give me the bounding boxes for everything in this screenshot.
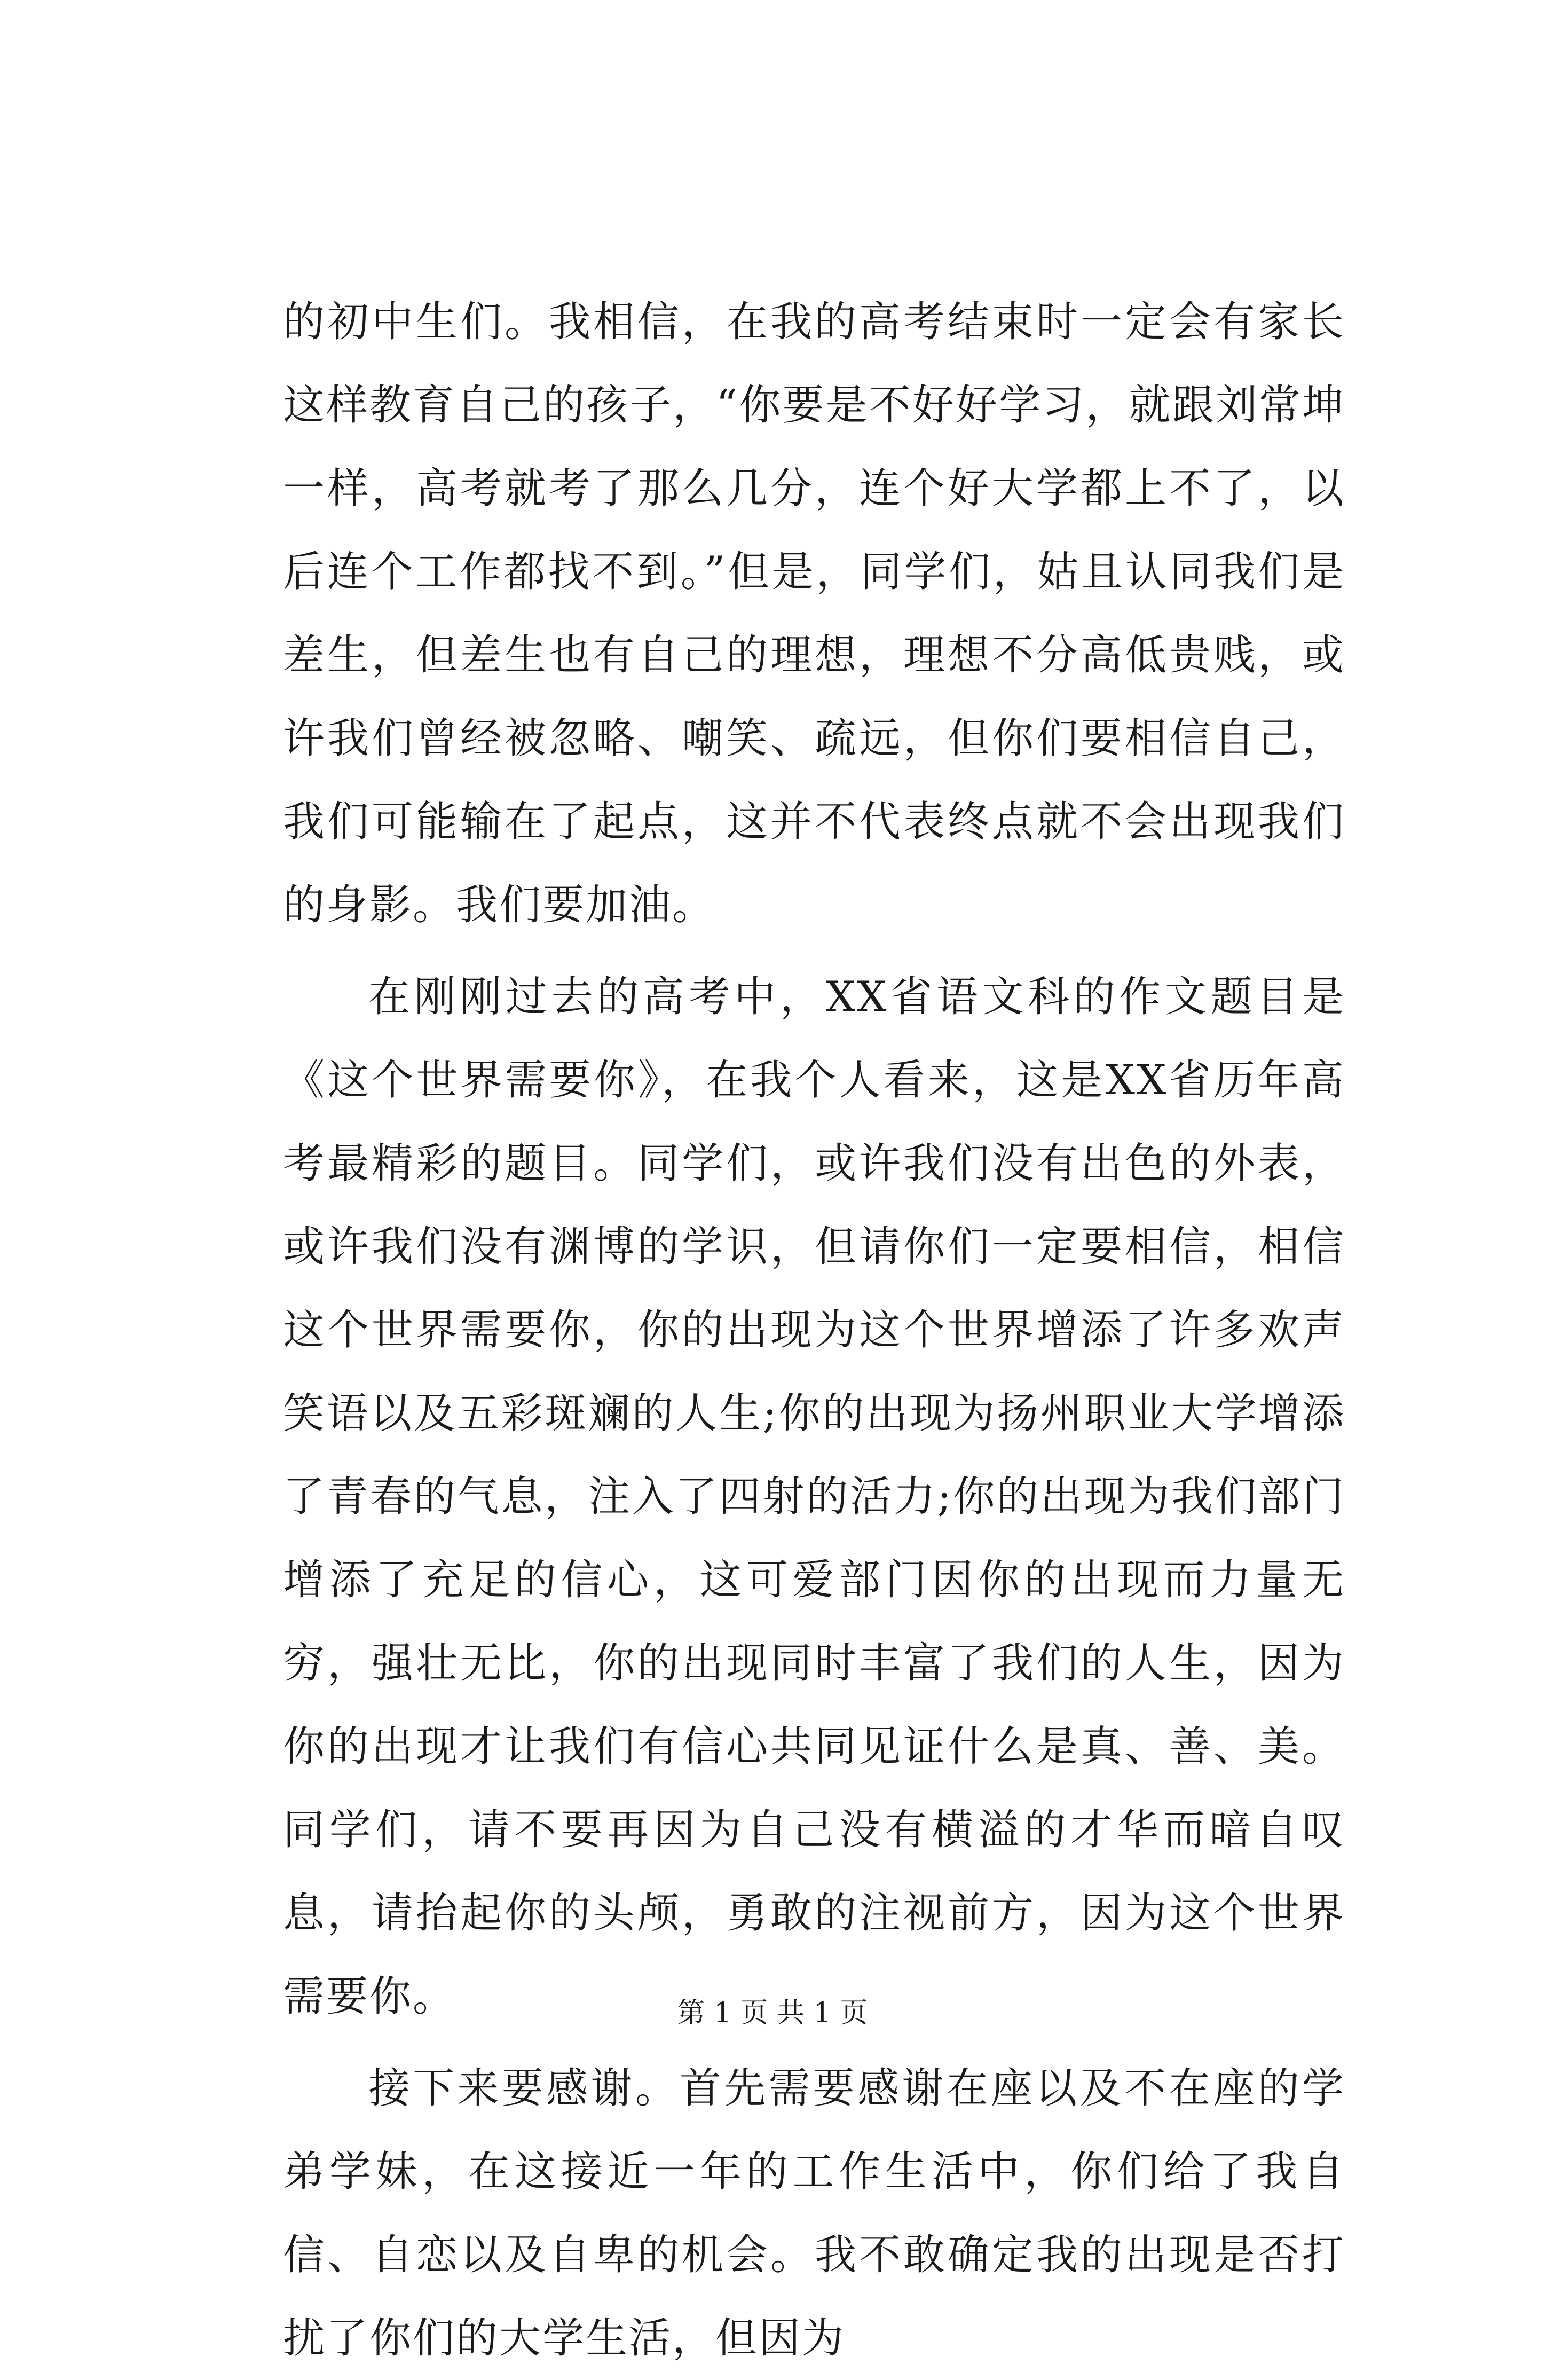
document-body [283,280,1345,2380]
paragraph-3: 接下来要感谢。首先需要感谢在座以及不在座的学弟学妹，在这接近一年的工作生活中，你们给了我自信、自恋以及自卑的机会。我不敢确定我的出现是否打扰了你们的大学生活，但因为 [283,2064,1345,2362]
page-footer: 第 1 页 共 1 页 [677,1997,868,2029]
paragraph-2: 在刚刚过去的高考中，XX省语文科的作文题目是《这个世界需要你》，在我个人看来，这是XX省历年高考最精彩的题目。同学们，或许我们没有出色的外表，或许我们没有渊博的学识，但请你们一定要相信，相信这个世界需要你，你的出现为这个世界增添了许多欢声笑语以及五彩斑斓的人生;你的出现为扬州职业大学增添了青春的气息，注入了四射的活力;你的出现为我们部门增添了充足的信心，这可爱部门因你的出现而力量无穷，强壮无比，你的出现同时丰富了我们的人生，因为你的出现才让我们有信心共同见证什么是真、善、美。同学们，请不要再因为自己没有横溢的才华而暗自叹息，请抬起你的头颅，勇敢的注视前方，因为这个世界需要你。 [283,973,1345,2021]
paragraph-1: 的初中生们。我相信，在我的高考结束时一定会有家长这样教育自己的孩子，“你要是不好好学习，就跟刘常坤一样，高考就考了那么几分，连个好大学都上不了，以后连个工作都找不到。”但是，同学们，姑且认同我们是差生，但差生也有自己的理想，理想不分高低贵贱，或许我们曾经被忽略、嘲笑、疏远，但你们要相信自己，我们可能输在了起点，这并不代表终点就不会出现我们的身影。我们要加油。 [283,298,1345,929]
